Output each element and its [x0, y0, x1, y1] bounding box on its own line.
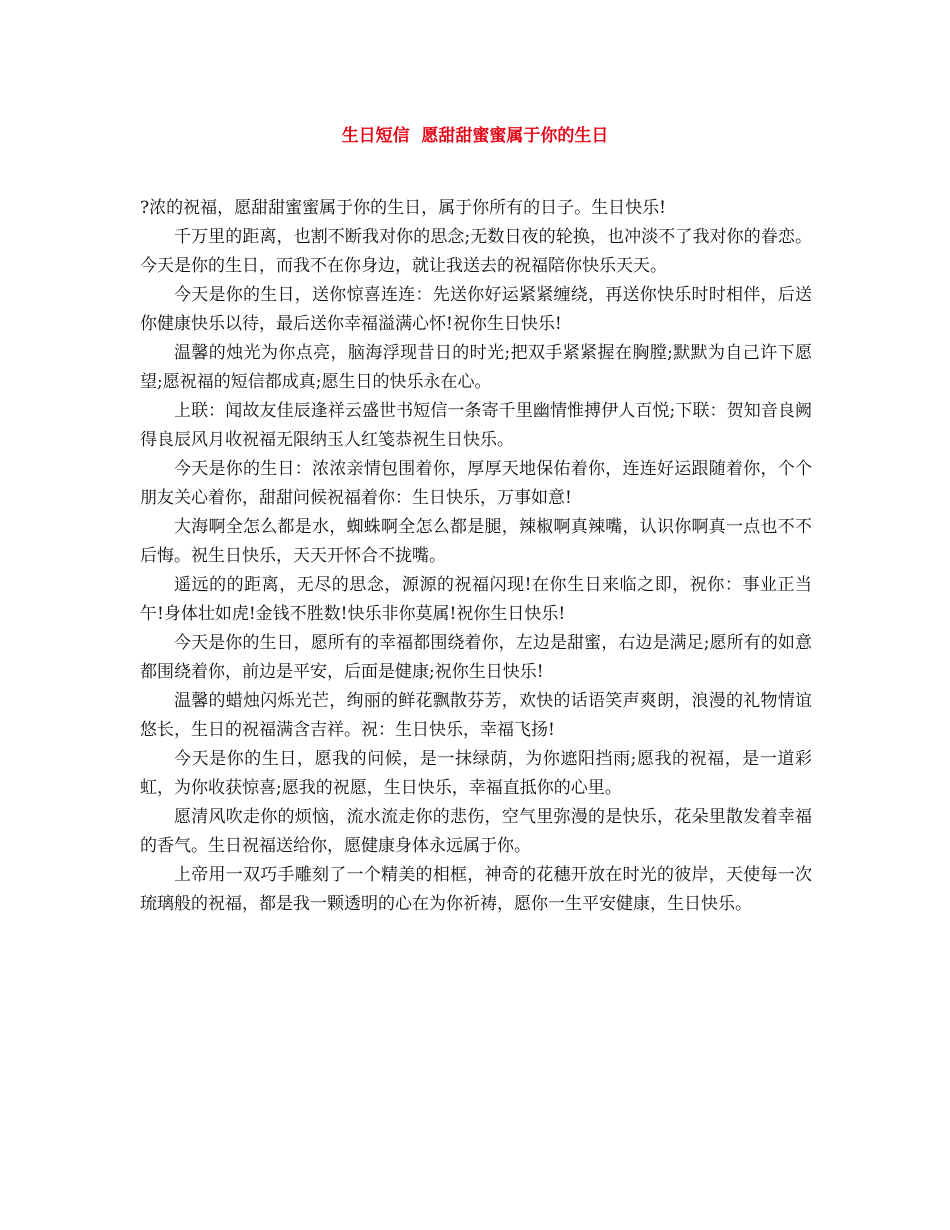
paragraph: ?浓的祝福，愿甜甜蜜蜜属于你的生日，属于你所有的日子。生日快乐! — [140, 198, 666, 218]
paragraph: 千万里的距离，也割不断我对你的思念;无数日夜的轮换，也冲淡不了我对你的眷恋。今天是你的生日，而我不在你身边，就让我送去的祝福陪你快乐天天。 — [140, 227, 812, 276]
paragraph: 愿清风吹走你的烦恼，流水流走你的悲伤，空气里弥漫的是快乐，花朵里散发着幸福的香气。生日祝福送给你，愿健康身体永远属于你。 — [140, 807, 812, 856]
paragraph: 今天是你的生日：浓浓亲情包围着你，厚厚天地保佑着你，连连好运跟随着你，个个朋友关心着你，甜甜问候祝福着你：生日快乐，万事如意! — [140, 459, 812, 508]
document-title: 生日短信 愿甜甜蜜蜜属于你的生日 — [341, 126, 609, 146]
document-body — [140, 194, 812, 919]
paragraph: 上帝用一双巧手雕刻了一个精美的相框，神奇的花穗开放在时光的彼岸，天使每一次琉璃般的祝福，都是我一颗透明的心在为你祈祷，愿你一生平安健康，生日快乐。 — [140, 865, 812, 914]
paragraph: 大海啊全怎么都是水，蜘蛛啊全怎么都是腿，辣椒啊真辣嘴，认识你啊真一点也不不后悔。祝生日快乐，天天开怀合不拢嘴。 — [140, 517, 812, 566]
paragraph: 今天是你的生日，送你惊喜连连：先送你好运紧紧缠绕，再送你快乐时时相伴，后送你健康快乐以待，最后送你幸福溢满心怀!祝你生日快乐! — [140, 285, 812, 334]
paragraph: 温馨的蜡烛闪烁光芒，绚丽的鲜花飘散芬芳，欢快的话语笑声爽朗，浪漫的礼物情谊悠长，生日的祝福满含吉祥。祝：生日快乐，幸福飞扬! — [140, 691, 812, 740]
paragraph: 遥远的的距离，无尽的思念，源源的祝福闪现!在你生日来临之即，祝你：事业正当午!身体壮如虎!金钱不胜数!快乐非你莫属!祝你生日快乐! — [140, 575, 812, 624]
paragraph: 今天是你的生日，愿我的问候，是一抹绿荫，为你遮阳挡雨;愿我的祝福，是一道彩虹，为你收获惊喜;愿我的祝愿，生日快乐，幸福直抵你的心里。 — [140, 749, 812, 798]
paragraph: 上联：闻故友佳辰逢祥云盛世书短信一条寄千里幽情惟搏伊人百悦;下联：贺知音良阙得良辰风月收祝福无限纳玉人红笺恭祝生日快乐。 — [140, 401, 812, 450]
paragraph: 温馨的烛光为你点亮，脑海浮现昔日的时光;把双手紧紧握在胸膛;默默为自己许下愿望;愿祝福的短信都成真;愿生日的快乐永在心。 — [140, 343, 812, 392]
paragraph: 今天是你的生日，愿所有的幸福都围绕着你，左边是甜蜜，右边是满足;愿所有的如意都围绕着你，前边是平安，后面是健康;祝你生日快乐! — [140, 633, 812, 682]
